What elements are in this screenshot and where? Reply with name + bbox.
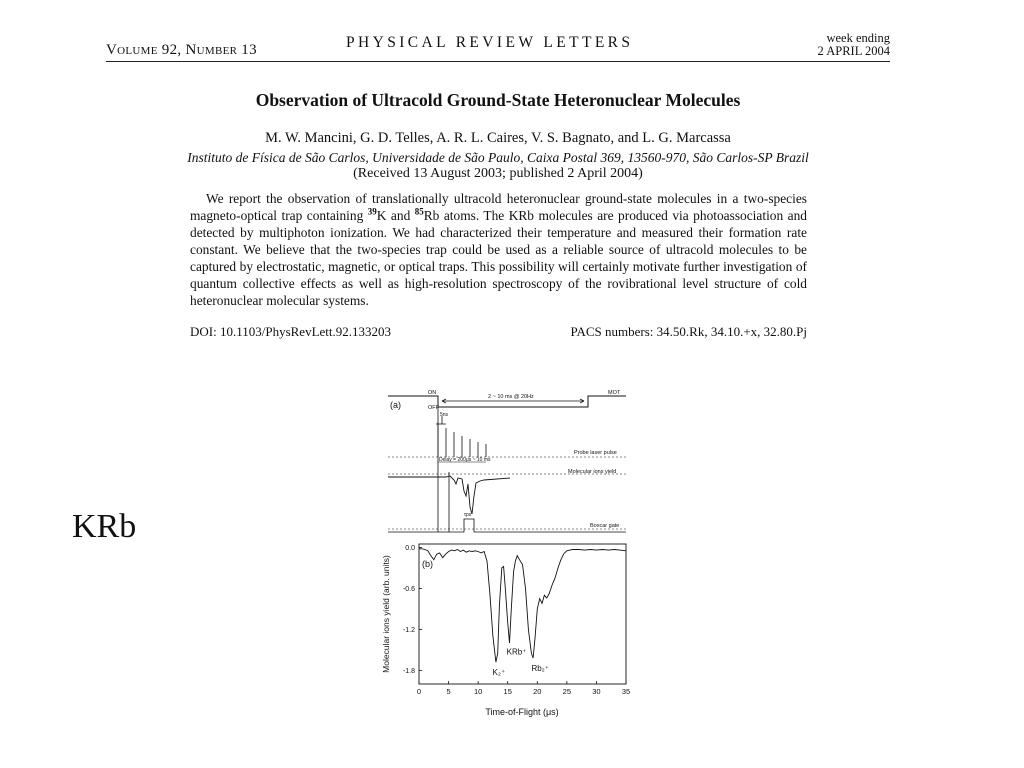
x-tick-label: 30 — [592, 687, 601, 696]
vertical-marker — [438, 407, 449, 532]
week-ending-label: week ending — [826, 31, 890, 45]
series-line-tof — [419, 549, 626, 662]
abstract-text-3: Rb atoms. The KRb molecules are produced via photoassociation and detected by multiphoton ionization. We had characterized their temperature and measured their formation rate constant. We believe that the two-species trap could be used as a reliable source of ultracold molecules to be captured by electrostatic, magnetic, or optical traps. This possibility will certainly motivate further investigation of quantum collective effects as well as high-resolution spectroscopy of the rovibrational level structure of cold heteronuclear molecular systems. — [190, 208, 807, 308]
boxcar-label: Boxcar gate — [590, 523, 620, 529]
paper-affiliation: Instituto de Física de São Carlos, Universidade de São Paulo, Caixa Postal 369, 13560-970, São Carlos-SP Brazil — [187, 150, 809, 165]
paper-authors: M. W. Mancini, G. D. Telles, A. R. L. Caires, V. S. Bagnato, and L. G. Marcassa — [265, 130, 731, 146]
abstract-sup-85: 85 — [414, 206, 424, 217]
tau-label: τps — [464, 512, 472, 518]
abstract-text-1: We report the observation of translationally ultracold heteronuclear ground-state molecules in a two-species magneto-optical trap containing — [190, 191, 807, 223]
x-tick-label: 25 — [562, 687, 572, 696]
delay-label: Delay = 200μs ~ 10 ms — [439, 457, 491, 463]
header-rule — [106, 61, 890, 62]
y-axis-label: Molecular ions yield (arb. units) — [381, 555, 391, 673]
figure — [376, 384, 636, 724]
x-axis-label: Time-of-Flight (μs) — [485, 707, 559, 717]
x-tick-label: 20 — [533, 687, 542, 696]
y-tick-label: -1.2 — [402, 626, 415, 634]
paper-title: Observation of Ultracold Ground-State Heteronuclear Molecules — [255, 90, 741, 110]
x-tick-label: 0 — [416, 687, 422, 696]
tof-chart — [381, 544, 630, 717]
peak-label: K₂⁺ — [492, 667, 506, 677]
slide-label: KRb — [72, 508, 137, 545]
paper-received: (Received 13 August 2003; published 2 April 2004) — [353, 166, 643, 181]
panel-a-labels — [390, 390, 621, 529]
peak-label: Rb₂⁺ — [531, 663, 550, 673]
panel-b-label: (b) — [422, 559, 433, 569]
panel-a — [388, 396, 626, 532]
week-ending-date: 2 APRIL 2004 — [817, 44, 890, 58]
x-ticks — [417, 681, 630, 696]
paper-abstract — [190, 190, 807, 309]
x-tick-label: 15 — [503, 687, 512, 696]
peak-annotations — [493, 647, 550, 676]
week-ending — [818, 32, 890, 58]
duration-label: 2 ~ 10 ms @ 20Hz — [488, 394, 534, 400]
abstract-text-2: K and — [376, 208, 415, 223]
mot-label: MOT — [608, 390, 621, 396]
y-tick-label: -1.8 — [402, 667, 415, 675]
on-label: ON — [428, 390, 437, 396]
journal-name: PHYSICAL REVIEW LETTERS — [346, 34, 634, 51]
probe-label: Probe laser pulse — [574, 450, 617, 456]
journal-header — [106, 32, 890, 62]
x-tick-label: 35 — [621, 687, 631, 696]
paper-doi: DOI: 10.1103/PhysRevLett.92.133203 — [190, 324, 392, 339]
x-tick-label: 5 — [446, 687, 451, 696]
off-label: OFF — [428, 405, 439, 411]
y-tick-label: -0.6 — [402, 585, 415, 593]
x-tick-label: 10 — [473, 687, 483, 696]
abstract-sup-39: 39 — [367, 206, 377, 217]
pulse-width-label: 5ns — [440, 412, 449, 418]
panel-a-label: (a) — [390, 400, 401, 410]
y-tick-label: 0.0 — [405, 544, 415, 552]
peak-label: KRb⁺ — [506, 647, 527, 657]
ions-label: Molecular ions yield — [568, 469, 617, 475]
probe-pulses — [438, 422, 486, 457]
volume-number: Volume 92, Number 13 — [106, 42, 257, 58]
figure-svg — [376, 384, 636, 724]
paper-pacs: PACS numbers: 34.50.Rk, 34.10.+x, 32.80.Pj — [570, 324, 807, 339]
